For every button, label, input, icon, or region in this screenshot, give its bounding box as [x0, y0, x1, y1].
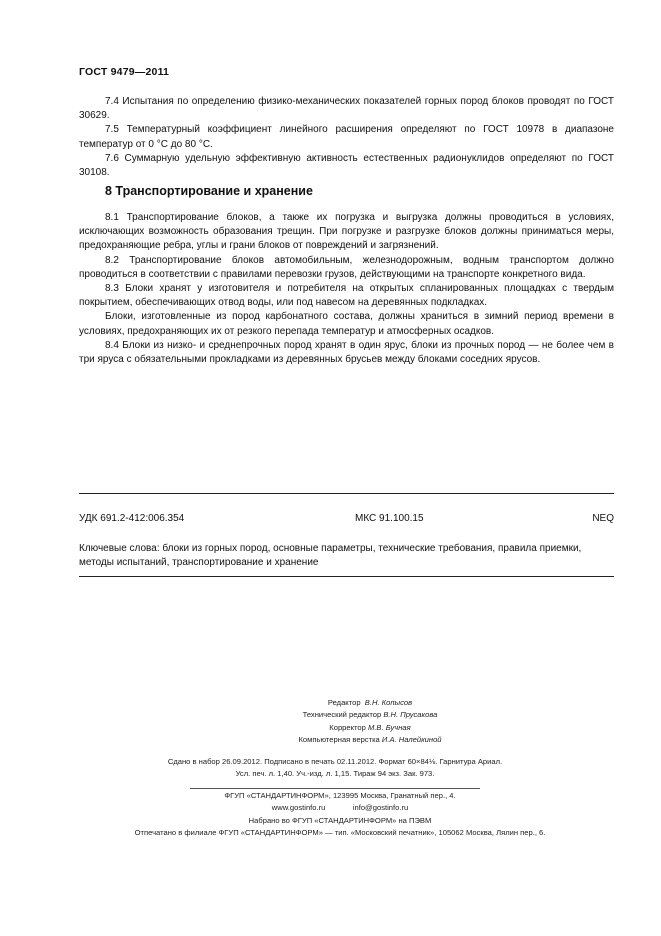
imprint-divider	[190, 788, 480, 789]
editor-line: Редактор В.Н. Копысов	[327, 698, 413, 707]
paragraph-8-3-continued: Блоки, изготовленные из пород карбонатного состава, должны храниться в зимний период времени в условиях, предохраняющих их от резкого перепада температур и атмосферных осадков.	[79, 311, 614, 337]
corrector-line: Корректор М.В. Бучная	[329, 722, 411, 732]
paragraph-8-1: 8.1 Транспортирование блоков, а также их погрузка и выгрузка должны проводиться в условиях, исключающих возможность образования трещин. При погрузке и разгрузке блоков должны приниматься меры, предохраняющие ребра, углы и грани блоков от повреждений и загрязнений.	[79, 212, 614, 252]
neq-label: NEQ	[592, 513, 614, 524]
printed-line: Отпечатано в филиале ФГУП «СТАНДАРТИНФОРМ» — тип. «Московский печатник», 105062 Москва, Лялин пер., 6.	[134, 827, 546, 837]
paragraph-7-4: 7.4 Испытания по определению физико-механических показателей горных пород блоков проводят по ГОСТ 30629.	[79, 96, 614, 122]
section-8-text	[79, 211, 614, 367]
paragraph-8-3: 8.3 Блоки хранят у изготовителя и потребителя на открытых спланированных площадках с твердым покрытием, обеспечивающих отвод воды, или под навесом на деревянных подкладках.	[79, 283, 614, 309]
publisher-info	[60, 790, 620, 839]
paragraph-8-2: 8.2 Транспортирование блоков автомобильным, железнодорожным, водным транспортом должно проводиться в соответствии с правилами перевозки грузов, действующими на транспорте конкретного вида.	[79, 254, 614, 280]
footer-bottom-divider	[79, 576, 614, 577]
mks-code: МКС 91.100.15	[355, 513, 424, 524]
paragraph-7-5: 7.5 Температурный коэффициент линейного расширения определяют по ГОСТ 10978 в диапазоне температур от 0 °С до 80 °С.	[79, 124, 614, 150]
publisher-address: ФГУП «СТАНДАРТИНФОРМ», 123995 Москва, Гранатный пер., 4.	[224, 791, 456, 800]
section-8-title: 8 Транспортирование и хранение	[105, 184, 313, 198]
keywords: Ключевые слова: блоки из горных пород, основные параметры, технические требования, правила приемки, методы испытаний, транспортирование и хранение	[79, 543, 582, 569]
layout-line: Компьютерная верстка И.А. Налейкиной	[298, 734, 442, 744]
publisher-email: info@gostinfo.ru	[352, 803, 409, 813]
udk-code: УДК 691.2-412:006.354	[79, 513, 185, 524]
footer-top-divider	[79, 493, 614, 494]
tech-editor-line: Технический редактор В.Н. Прусакова	[302, 710, 438, 720]
editorial-credits	[200, 697, 540, 746]
section-7-text	[79, 95, 614, 180]
page-header: ГОСТ 9479—2011	[79, 66, 170, 78]
paragraph-8-4: 8.4 Блоки из низко- и среднепрочных пород хранят в один ярус, блоки из прочных пород — не более чем в три яруса с обязательными прокладками из деревянных брусьев между блоками соседних ярусов.	[79, 339, 614, 366]
typeset-line: Набрано во ФГУП «СТАНДАРТИНФОРМ» на ПЭВМ	[248, 815, 432, 825]
print-line-1: Сдано в набор 26.09.2012. Подписано в печать 02.11.2012. Формат 60×84⅛. Гарнитура Ариал.	[167, 757, 503, 766]
publisher-site: www.gostinfo.ru	[271, 803, 326, 813]
paragraph-7-6: 7.6 Суммарную удельную эффективную активность естественных радионуклидов определяют по ГОСТ 30108.	[79, 152, 614, 179]
classification-row	[79, 513, 614, 527]
print-line-2: Усл. печ. л. 1,40. Уч.-изд. л. 1,15. Тираж 94 экз. Зак. 973.	[235, 769, 435, 779]
publisher-contacts	[60, 802, 620, 814]
print-details	[100, 756, 570, 781]
